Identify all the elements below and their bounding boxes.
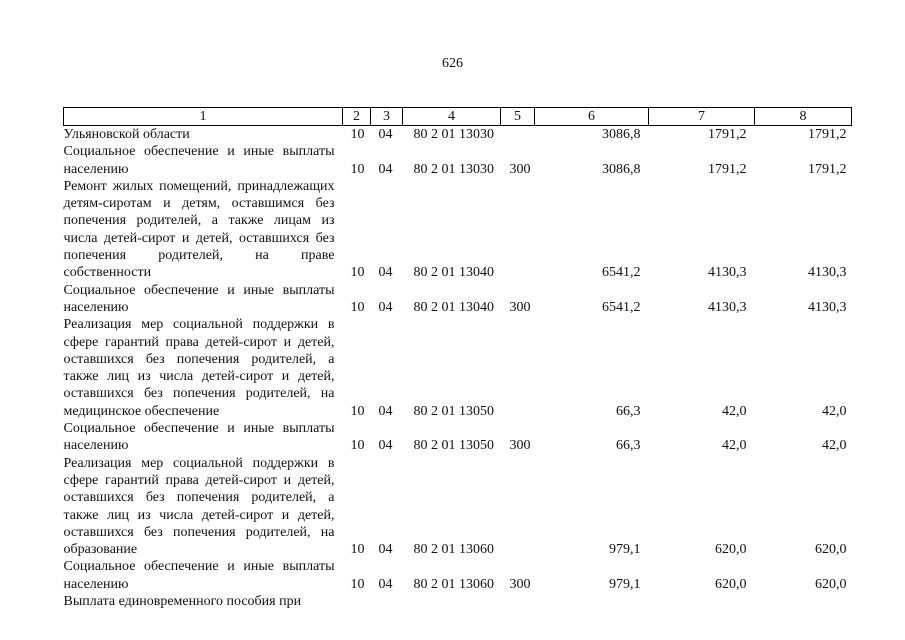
amount-col-6-cell: 6541,2	[602, 265, 641, 281]
expense-type-cell	[501, 455, 535, 559]
header-cell-col-2: 2	[343, 108, 371, 126]
amount-col-8-cell: 4130,3	[808, 265, 847, 281]
budget-table	[63, 107, 852, 610]
amount-col-6-cell	[535, 593, 649, 610]
amount-col-8-cell: 42,0	[822, 438, 847, 454]
subsection-cell	[371, 593, 403, 610]
target-article-cell: 80 2 01 13030	[413, 127, 494, 142]
row-name-cell: Социальное обеспечение и иные выплаты населению	[63, 421, 335, 454]
subsection-cell: 04	[378, 161, 393, 177]
section-cell: 10	[350, 161, 365, 177]
subsection-cell: 04	[378, 438, 393, 454]
amount-col-6-cell: 6541,2	[602, 299, 641, 315]
expense-type-cell	[501, 126, 535, 144]
section-cell	[343, 593, 371, 610]
amount-col-8-cell	[755, 593, 852, 610]
section-cell: 10	[350, 403, 365, 419]
table-body	[64, 126, 852, 611]
table-row	[64, 178, 852, 282]
row-name-cell: Выплата единовременного пособия при	[63, 594, 302, 610]
subsection-cell: 04	[378, 576, 393, 592]
expense-type-cell: 300	[509, 161, 531, 177]
header-cell-col-3: 3	[371, 108, 403, 126]
header-cell-col-5: 5	[501, 108, 535, 126]
row-name-cell: Ремонт жилых помещений, принадлежащих детям-сиротам и детям, оставшимся без попечения родителей, а также лицам из числа детей-сирот и детей, оставшихся без попечения родителей, на праве собственности	[63, 178, 335, 281]
table-row	[64, 316, 852, 420]
row-name-cell: Реализация мер социальной поддержки в сфере гарантий права детей-сирот и детей, оставшихся без попечения родителей, а также лиц из числа детей-сирот и детей, оставшихся без попечения родителей, на медицинское обеспечение	[63, 317, 335, 419]
expense-type-cell: 300	[509, 438, 531, 454]
row-name-cell: Социальное обеспечение и иные выплаты населению	[63, 144, 335, 177]
table-row	[64, 593, 852, 610]
target-article-cell: 80 2 01 13060	[413, 576, 494, 592]
expense-type-cell	[501, 593, 535, 610]
amount-col-6-cell: 979,1	[609, 576, 641, 592]
table-row	[64, 558, 852, 593]
expense-type-cell	[501, 316, 535, 420]
amount-col-6-cell: 66,3	[616, 438, 641, 454]
target-article-cell	[403, 593, 501, 610]
amount-col-6-cell: 3086,8	[602, 161, 641, 177]
section-cell: 10	[350, 542, 365, 558]
table-row	[64, 455, 852, 559]
amount-col-7-cell: 620,0	[715, 576, 747, 592]
amount-col-8-cell: 4130,3	[808, 299, 847, 315]
section-cell: 10	[350, 299, 365, 315]
amount-col-8-cell: 620,0	[815, 542, 847, 558]
amount-col-7-cell: 4130,3	[708, 299, 747, 315]
header-cell-col-4: 4	[403, 108, 501, 126]
row-name-cell: Социальное обеспечение и иные выплаты населению	[63, 282, 335, 315]
amount-col-7-cell: 1791,2	[708, 161, 747, 177]
amount-col-6-cell: 979,1	[609, 542, 641, 558]
target-article-cell: 80 2 01 13050	[413, 403, 494, 419]
target-article-cell: 80 2 01 13060	[413, 542, 494, 558]
subsection-cell: 04	[378, 265, 393, 281]
row-name-cell: Социальное обеспечение и иные выплаты населению	[63, 559, 335, 592]
amount-col-7-cell: 4130,3	[708, 265, 747, 281]
table-header	[64, 108, 852, 126]
header-cell-col-1: 1	[64, 108, 343, 126]
section-cell: 10	[350, 127, 365, 142]
amount-col-7-cell: 42,0	[722, 403, 747, 419]
subsection-cell: 04	[378, 542, 393, 558]
amount-col-8-cell: 1791,2	[808, 127, 847, 142]
section-cell: 10	[350, 438, 365, 454]
amount-col-8-cell: 1791,2	[808, 161, 847, 177]
section-cell: 10	[350, 265, 365, 281]
amount-col-7-cell	[649, 593, 755, 610]
subsection-cell: 04	[378, 403, 393, 419]
expense-type-cell: 300	[509, 576, 531, 592]
subsection-cell: 04	[378, 299, 393, 315]
table-row	[64, 282, 852, 317]
row-name-cell: Реализация мер социальной поддержки в сфере гарантий права детей-сирот и детей, оставшихся без попечения родителей, а также лиц из числа детей-сирот и детей, оставшихся без попечения родителей, на образование	[63, 455, 335, 558]
section-cell: 10	[350, 576, 365, 592]
amount-col-6-cell: 3086,8	[602, 127, 641, 142]
table-row	[64, 126, 852, 144]
row-name-cell: Ульяновской области	[63, 127, 190, 142]
target-article-cell: 80 2 01 13040	[413, 299, 494, 315]
target-article-cell: 80 2 01 13040	[413, 265, 494, 281]
subsection-cell: 04	[378, 127, 393, 142]
table-row	[64, 420, 852, 455]
amount-col-8-cell: 42,0	[822, 403, 847, 419]
page-number: 626	[442, 56, 463, 71]
amount-col-6-cell: 66,3	[616, 403, 641, 419]
header-cell-col-7: 7	[649, 108, 755, 126]
amount-col-7-cell: 620,0	[715, 542, 747, 558]
target-article-cell: 80 2 01 13050	[413, 438, 494, 454]
header-cell-col-8: 8	[755, 108, 852, 126]
table-row	[64, 143, 852, 178]
amount-col-7-cell: 42,0	[722, 438, 747, 454]
header-row	[64, 108, 852, 126]
header-cell-col-6: 6	[535, 108, 649, 126]
expense-type-cell	[501, 178, 535, 282]
amount-col-8-cell: 620,0	[815, 576, 847, 592]
expense-type-cell: 300	[509, 299, 531, 315]
amount-col-7-cell: 1791,2	[708, 127, 747, 142]
target-article-cell: 80 2 01 13030	[413, 161, 494, 177]
